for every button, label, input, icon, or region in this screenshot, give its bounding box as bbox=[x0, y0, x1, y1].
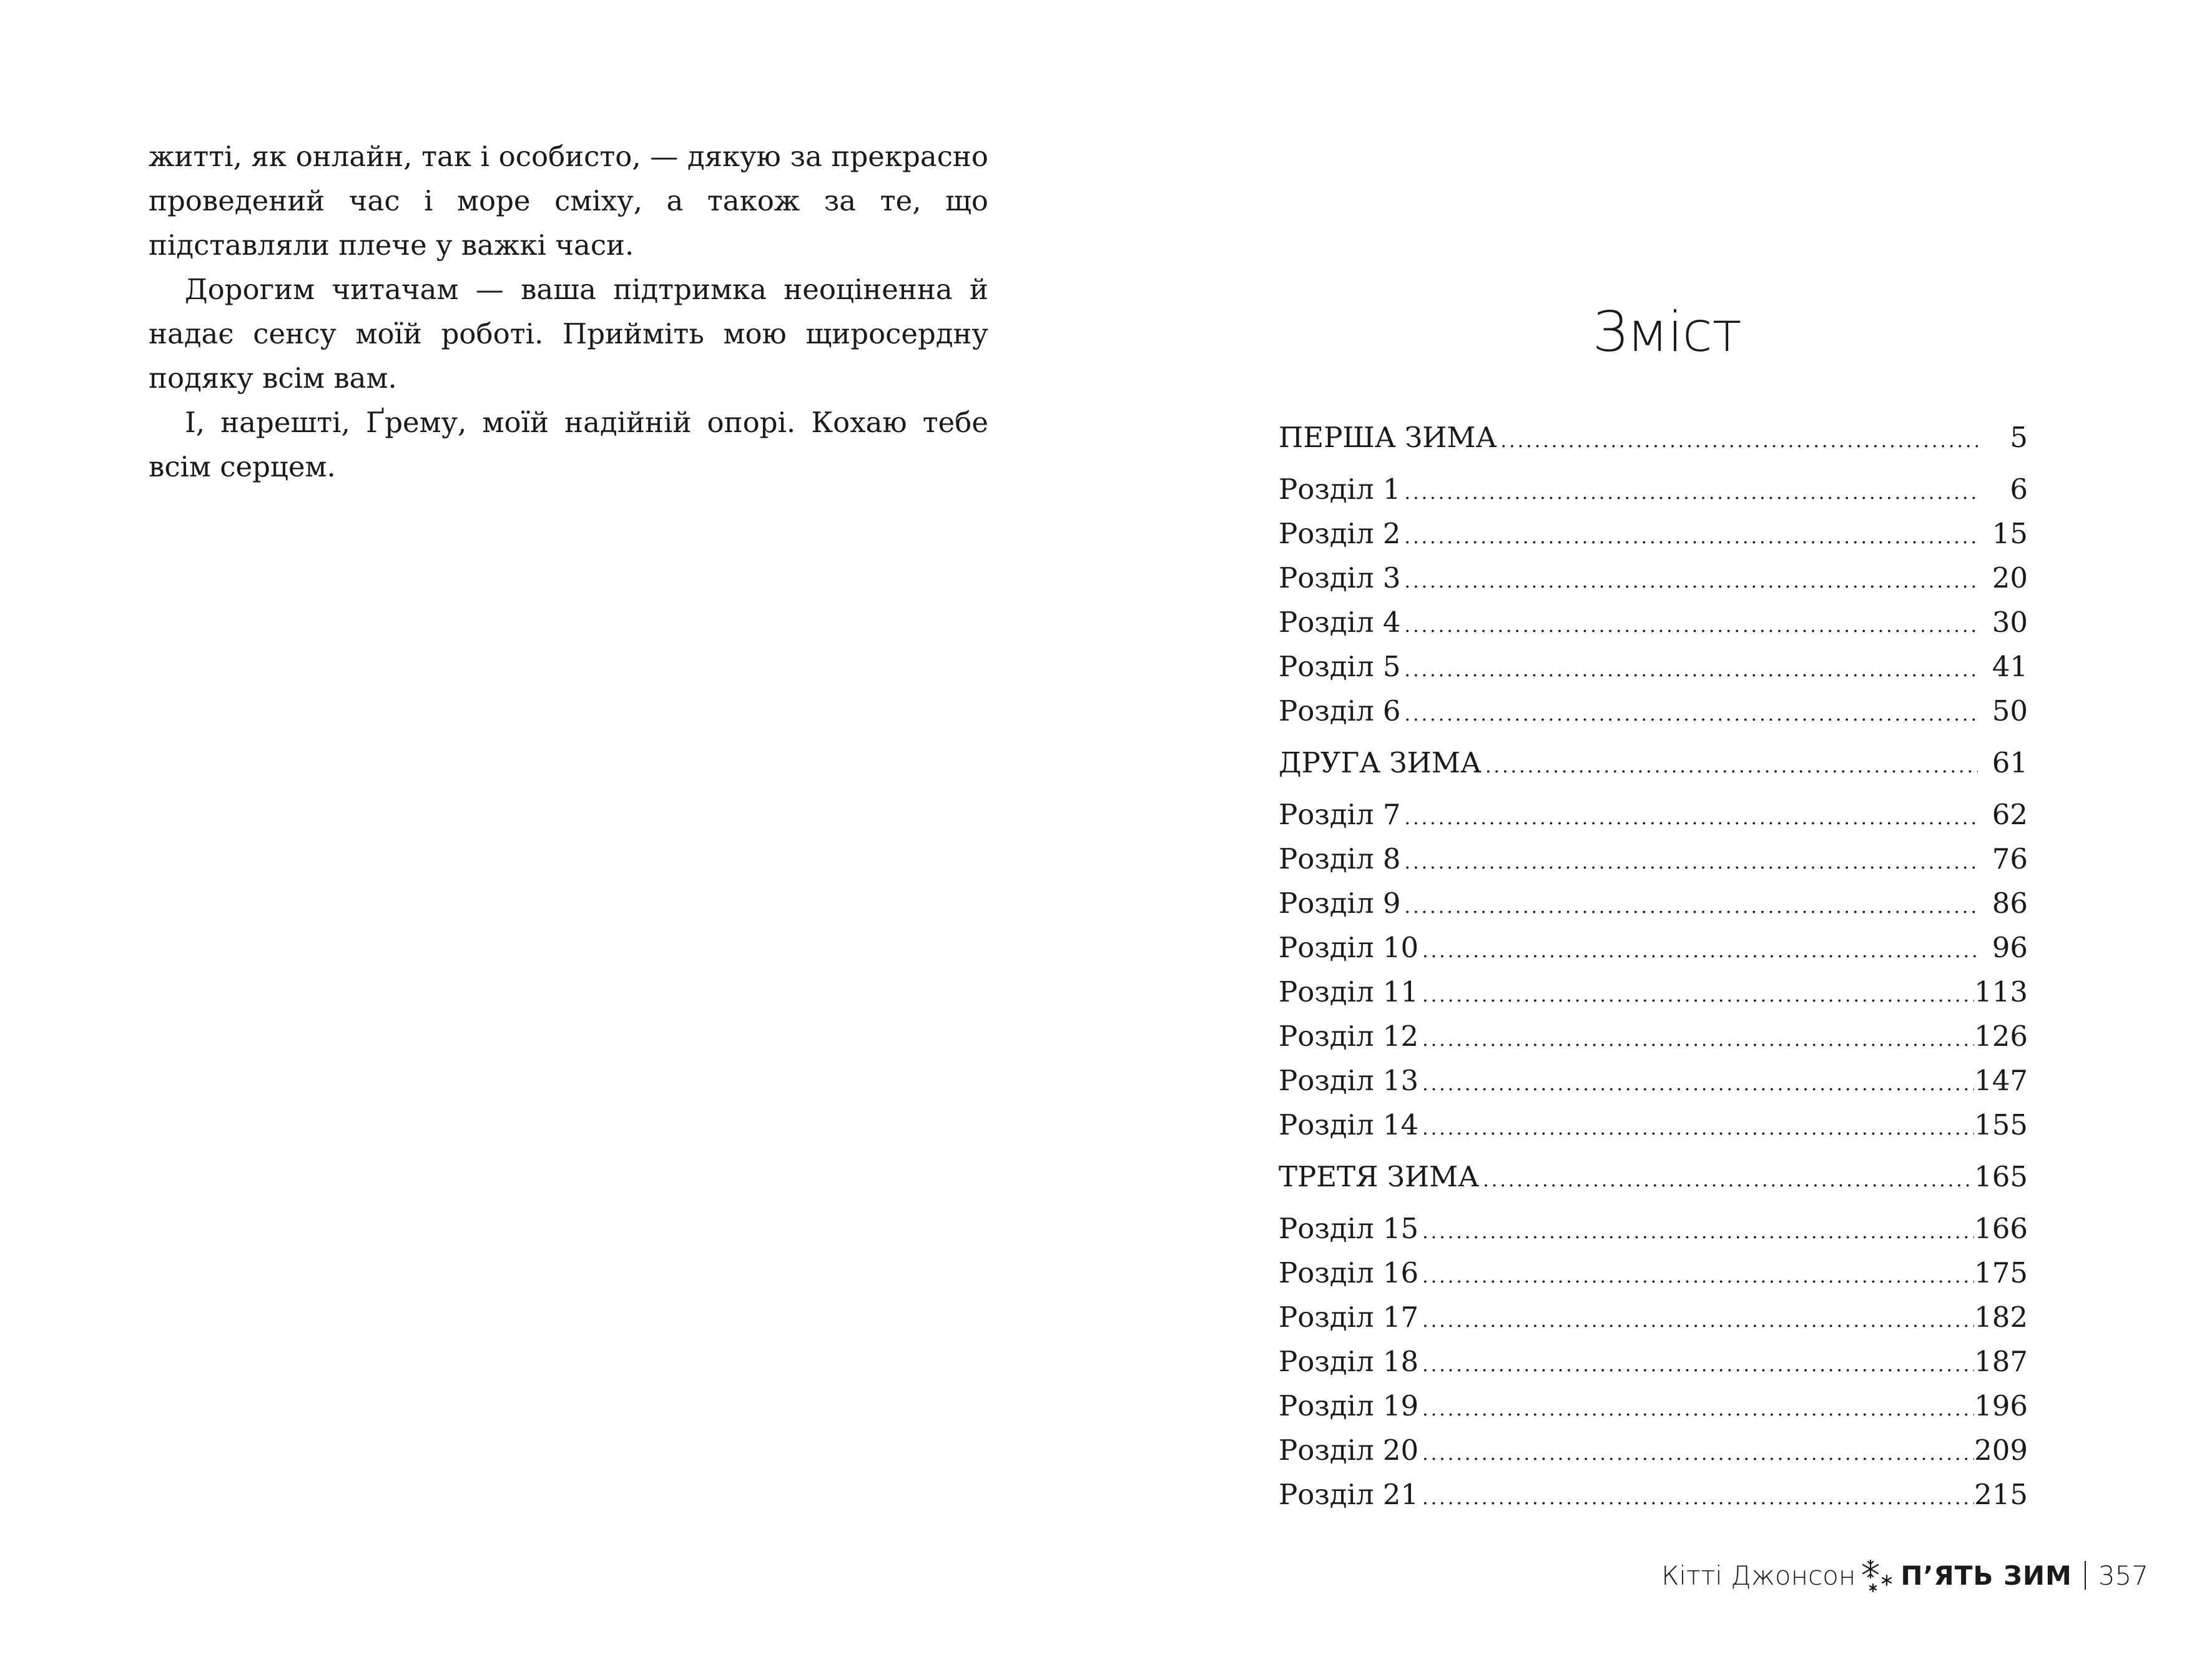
toc-part-entry bbox=[1279, 741, 2028, 785]
toc-title: Зміст bbox=[1592, 300, 1742, 364]
toc-chapter-entry bbox=[1279, 1295, 2028, 1339]
toc-entry-page: 41 bbox=[1992, 650, 2028, 683]
toc-entry-page: 147 bbox=[1974, 1064, 2028, 1097]
toc-chapter-entry bbox=[1279, 1428, 2028, 1472]
toc-dot-leader bbox=[1405, 559, 1978, 604]
toc-entry-label: Розділ 1 bbox=[1279, 473, 1401, 506]
toc-dot-leader bbox=[1422, 1210, 1974, 1254]
toc-entry-label: Розділ 7 bbox=[1279, 798, 1401, 831]
toc-entry-label: Розділ 17 bbox=[1279, 1301, 1419, 1334]
toc-dot-leader bbox=[1405, 840, 1978, 885]
footer-divider bbox=[2085, 1561, 2086, 1590]
toc-entry-label: Розділ 10 bbox=[1279, 931, 1419, 964]
footer-book-title: П’ЯТЬ ЗИМ bbox=[1900, 1560, 2072, 1591]
toc-chapter-entry bbox=[1279, 970, 2028, 1014]
toc-entry-label: Розділ 5 bbox=[1279, 650, 1401, 683]
toc-entry-page: 61 bbox=[1992, 746, 2028, 779]
toc-chapter-entry bbox=[1279, 689, 2028, 733]
toc-entry-label: Розділ 16 bbox=[1279, 1256, 1419, 1289]
toc-entry-label: Розділ 3 bbox=[1279, 561, 1401, 594]
toc-entry-label: ПЕРША ЗИМА bbox=[1279, 421, 1497, 454]
toc-chapter-entry bbox=[1279, 600, 2028, 644]
snowflakes-icon bbox=[1859, 1557, 1897, 1594]
toc-dot-leader bbox=[1422, 973, 1974, 1018]
toc-entry-page: 187 bbox=[1974, 1345, 2028, 1378]
toc-chapter-entry bbox=[1279, 1058, 2028, 1103]
toc-chapter-entry bbox=[1279, 881, 2028, 925]
toc-dot-leader bbox=[1422, 1018, 1974, 1062]
toc-entry-label: Розділ 2 bbox=[1279, 517, 1401, 550]
toc-entry-label: Розділ 12 bbox=[1279, 1020, 1419, 1053]
toc-dot-leader bbox=[1422, 1062, 1974, 1106]
toc-chapter-entry bbox=[1279, 511, 2028, 556]
toc-entry-page: 62 bbox=[1992, 798, 2028, 831]
toc-chapter-entry bbox=[1279, 1251, 2028, 1295]
toc-entry-label: Розділ 20 bbox=[1279, 1434, 1419, 1467]
toc-dot-leader bbox=[1483, 1158, 1974, 1203]
toc-dot-leader bbox=[1405, 796, 1978, 840]
toc-entry-page: 76 bbox=[1992, 842, 2028, 875]
toc-dot-leader bbox=[1405, 471, 1978, 515]
toc-chapter-entry bbox=[1279, 1472, 2028, 1517]
toc-entry-label: Розділ 9 bbox=[1279, 887, 1401, 920]
paragraph: житті, як онлайн, так і особисто, — дякую за прекрасно проведений час і море сміху, а також за те, що підставляли плече у важкі часи. bbox=[149, 140, 988, 262]
toc-entry-page: 20 bbox=[1992, 561, 2028, 594]
toc-entry-page: 175 bbox=[1974, 1256, 2028, 1289]
toc-dot-leader bbox=[1422, 1299, 1974, 1343]
toc-entry-label: Розділ 19 bbox=[1279, 1389, 1419, 1422]
toc-entry-page: 165 bbox=[1974, 1160, 2028, 1193]
toc-entry-label: Розділ 6 bbox=[1279, 694, 1401, 727]
toc-dot-leader bbox=[1422, 1254, 1974, 1299]
toc-entry-label: Розділ 18 bbox=[1279, 1345, 1419, 1378]
toc-chapter-entry bbox=[1279, 1014, 2028, 1058]
toc-chapter-entry bbox=[1279, 1384, 2028, 1428]
toc-dot-leader bbox=[1422, 1432, 1974, 1476]
footer-author: Кітті Джонсон bbox=[1661, 1560, 1856, 1591]
toc-entry-page: 96 bbox=[1992, 931, 2028, 964]
toc-entry-page: 30 bbox=[1992, 606, 2028, 639]
toc-dot-leader bbox=[1422, 1476, 1974, 1520]
toc-entry-label: Розділ 11 bbox=[1279, 975, 1419, 1008]
toc-dot-leader bbox=[1501, 419, 1978, 463]
toc-chapter-entry bbox=[1279, 556, 2028, 600]
toc-entry-label: Розділ 15 bbox=[1279, 1212, 1419, 1245]
toc-entry-page: 155 bbox=[1974, 1108, 2028, 1141]
toc-dot-leader bbox=[1405, 692, 1978, 737]
toc-dot-leader bbox=[1485, 744, 1978, 789]
toc-part-entry bbox=[1279, 1154, 2028, 1199]
toc-entry-label: ДРУГА ЗИМА bbox=[1279, 746, 1482, 779]
toc-entry-page: 209 bbox=[1974, 1434, 2028, 1467]
toc-entry-label: Розділ 8 bbox=[1279, 842, 1401, 875]
toc-chapter-entry bbox=[1279, 792, 2028, 837]
toc-dot-leader bbox=[1422, 1106, 1974, 1151]
toc-chapter-entry bbox=[1279, 467, 2028, 511]
toc-chapter-entry bbox=[1279, 837, 2028, 881]
toc-entry-page: 126 bbox=[1974, 1020, 2028, 1053]
toc-dot-leader bbox=[1405, 515, 1978, 559]
toc-dot-leader bbox=[1405, 885, 1978, 929]
paragraph: І, нарешті, Ґрему, моїй надійній опорі. Кохаю тебе всім серцем. bbox=[149, 406, 988, 483]
paragraph: Дорогим читачам — ваша підтримка неоціненна й надає сенсу моїй роботі. Прийміть мою щиросердну подяку всім вам. bbox=[149, 273, 988, 395]
toc-dot-leader bbox=[1405, 604, 1978, 648]
toc-entry-label: Розділ 14 bbox=[1279, 1108, 1419, 1141]
page-number: 357 bbox=[2098, 1560, 2148, 1591]
toc-chapter-entry bbox=[1279, 1206, 2028, 1251]
toc-entry-label: ТРЕТЯ ЗИМА bbox=[1279, 1160, 1480, 1193]
toc-entry-label: Розділ 13 bbox=[1279, 1064, 1419, 1097]
toc-part-entry bbox=[1279, 415, 2028, 460]
toc-entry-page: 15 bbox=[1992, 517, 2028, 550]
toc-entry-page: 5 bbox=[2010, 421, 2028, 454]
toc-chapter-entry bbox=[1279, 1103, 2028, 1147]
toc-entry-label: Розділ 4 bbox=[1279, 606, 1401, 639]
left-page-text bbox=[149, 134, 988, 489]
toc-entry-label: Розділ 21 bbox=[1279, 1478, 1419, 1511]
toc-entry-page: 6 bbox=[2010, 473, 2028, 506]
toc-entry-page: 196 bbox=[1974, 1389, 2028, 1422]
toc-dot-leader bbox=[1422, 1387, 1974, 1432]
toc-chapter-entry bbox=[1279, 925, 2028, 970]
toc-entry-page: 182 bbox=[1974, 1301, 2028, 1334]
page-footer bbox=[1661, 1557, 2148, 1594]
toc-dot-leader bbox=[1422, 929, 1978, 973]
toc-dot-leader bbox=[1405, 648, 1978, 692]
toc-chapter-entry bbox=[1279, 644, 2028, 689]
toc-entry-page: 50 bbox=[1992, 694, 2028, 727]
toc-entry-page: 166 bbox=[1974, 1212, 2028, 1245]
toc-dot-leader bbox=[1422, 1343, 1974, 1387]
toc-entry-page: 113 bbox=[1974, 975, 2028, 1008]
table-of-contents bbox=[1279, 415, 2028, 1517]
toc-entry-page: 86 bbox=[1992, 887, 2028, 920]
toc-chapter-entry bbox=[1279, 1339, 2028, 1384]
toc-entry-page: 215 bbox=[1974, 1478, 2028, 1511]
